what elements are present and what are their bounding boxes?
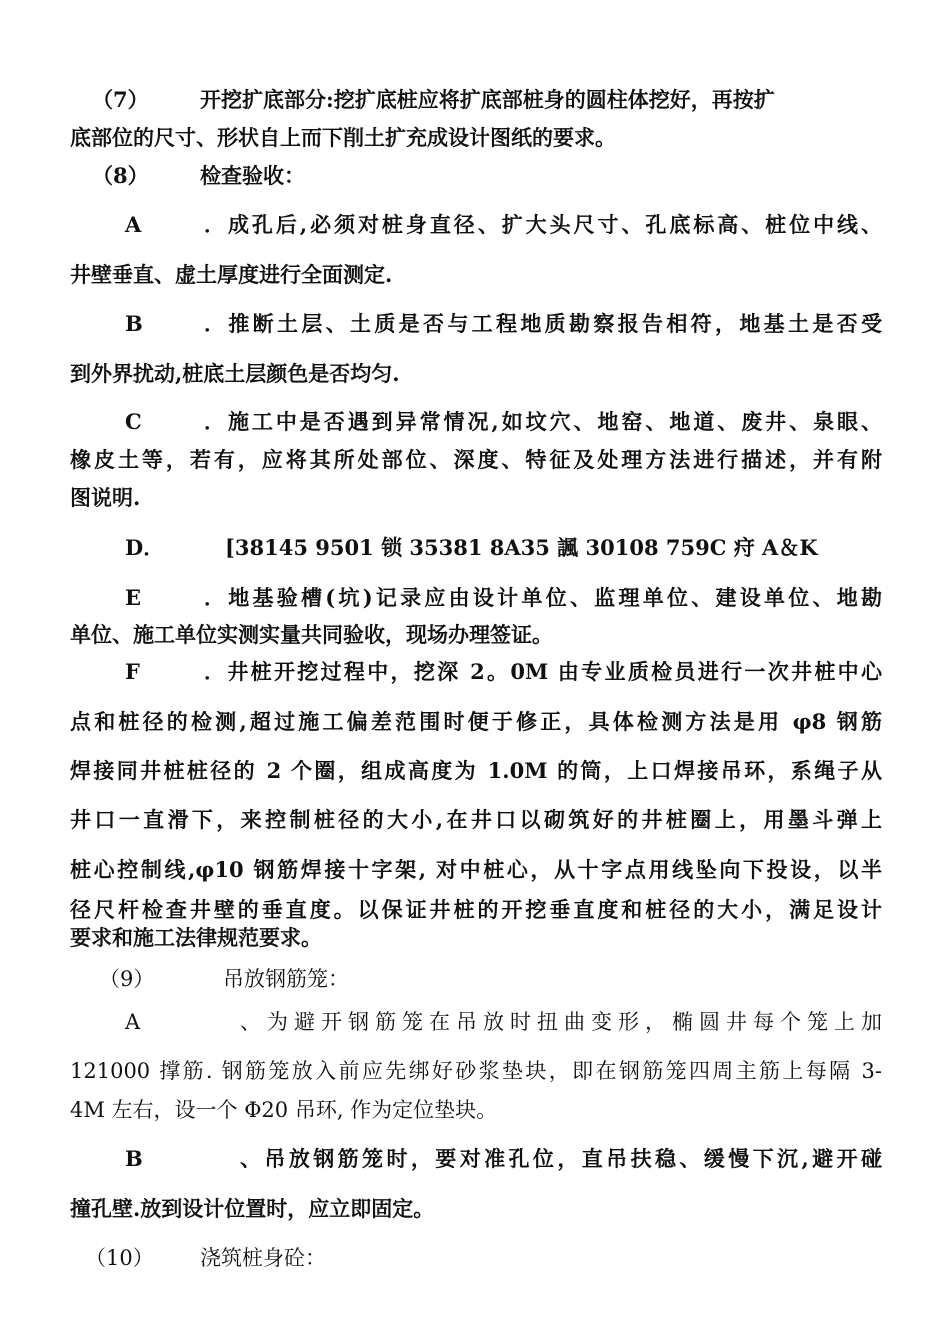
item-f-line: 点和桩径的检测,超过施工偏差范围时便于修正，具体检测方法是用 φ8 钢筋 — [70, 709, 882, 734]
item-9a-line: 4M 左右，设一个 Φ20 吊环, 作为定位垫块。 — [70, 1098, 498, 1122]
item-mark: E． — [125, 585, 225, 610]
section-title: 检查验收： — [200, 163, 305, 188]
item-text: 吊放钢筋笼时，要对准孔位，直吊扶稳、缓慢下沉,避开碰 — [261, 1146, 882, 1171]
item-c-line: 图说明. — [70, 485, 141, 510]
item-a-first-line — [125, 211, 882, 239]
item-b-line: 到外界扰动,桩底土层颜色是否均匀. — [70, 361, 400, 386]
item-a-line: 井壁垂直、虚土厚度进行全面测定. — [70, 262, 393, 287]
item-9b-first-line — [125, 1145, 882, 1173]
item-text: 为避开钢筋笼在吊放时扭曲变形，椭圆井每个笼上加 — [261, 1010, 882, 1034]
section-number: （9） — [99, 967, 155, 991]
item-mark: B． — [125, 311, 225, 336]
item-9a-first-line — [125, 1008, 882, 1036]
section-7-heading — [92, 86, 904, 114]
item-mark: D． — [125, 535, 165, 560]
item-c-first-line — [125, 408, 882, 436]
item-mark: B、 — [125, 1146, 261, 1171]
item-mark: A． — [125, 212, 225, 237]
item-f-line: 要求和施工法律规范要求。 — [70, 925, 322, 950]
item-text: 推断土层、土质是否与工程地质勘察报告相符，地基土是否受 — [225, 311, 882, 336]
item-d-first-line — [125, 534, 882, 562]
item-f-line: 焊接同井桩桩径的 2 个圈，组成高度为 1.0M 的筒，上口焊接吊环，系绳子从 — [70, 758, 882, 783]
item-text: 地基验槽(坑)记录应由设计单位、监理单位、建设单位、地勘 — [225, 585, 882, 610]
item-f-line: 井口一直滑下，来控制桩径的大小,在井口以砌筑好的井桩圈上，用墨斗弹上 — [70, 807, 882, 832]
item-f-line: 桩心控制线,φ10 钢筋焊接十字架, 对中桩心，从十字点用线坠向下投设，以半 — [70, 857, 882, 882]
section-10-heading — [85, 1244, 897, 1272]
item-text: 井桩开挖过程中，挖深 2。0M 由专业质检员进行一次井桩中心 — [225, 659, 882, 684]
section-8-heading — [92, 162, 904, 190]
item-b-first-line — [125, 310, 882, 338]
item-e-first-line — [125, 584, 882, 612]
section-number: （10） — [85, 1246, 154, 1270]
item-mark: F． — [125, 659, 225, 684]
item-text: 施工中是否遇到异常情况,如坟穴、地窑、地道、废井、泉眼、 — [225, 409, 882, 434]
item-e-line: 单位、施工单位实测实量共同验收，现场办理签证。 — [70, 622, 553, 647]
section-title: 开挖扩底部分:挖扩底桩应将扩底部桩身的圆柱体挖好，再按扩 — [200, 87, 775, 112]
item-f-first-line — [125, 658, 882, 686]
section-9-heading — [99, 965, 911, 993]
section-title: 吊放钢筋笼： — [223, 967, 349, 991]
item-text: [38145 9501 锁 35381 8A35 諷 30108 759C 疛 A＆K — [225, 535, 818, 560]
item-9b-line: 撞孔壁.放到设计位置时，应立即固定。 — [70, 1196, 435, 1221]
item-f-line: 径尺杆检查井壁的垂直度。以保证井桩的开挖垂直度和桩径的大小，满足设计 — [70, 897, 882, 922]
section-title: 浇筑桩身砼： — [200, 1246, 326, 1270]
item-text: 成孔后,必须对桩身直径、扩大头尺寸、孔底标高、桩位中线、 — [225, 212, 882, 237]
section-7-line: 底部位的尺寸、形状自上而下削土扩充成设计图纸的要求。 — [70, 125, 616, 150]
item-mark: C． — [125, 409, 225, 434]
section-number: （8） — [92, 163, 149, 188]
item-c-line: 橡皮土等，若有，应将其所处部位、深度、特征及处理方法进行描述，并有附 — [70, 447, 882, 472]
item-mark: A、 — [125, 1010, 261, 1034]
item-9a-line: 121000 撑筋. 钢筋笼放入前应先绑好砂浆垫块，即在钢筋笼四周主筋上每隔 3- — [70, 1059, 882, 1083]
section-number: （7） — [92, 87, 149, 112]
